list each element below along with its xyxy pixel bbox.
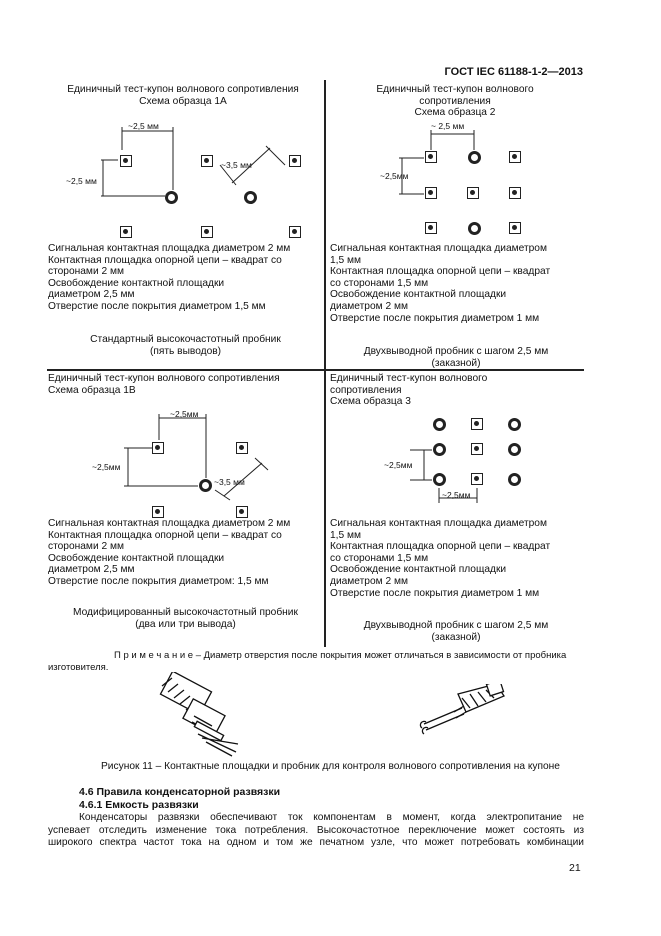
- cell-2-specs: Сигнальная контактная площадка диаметром 1,5 мм Контактная площадка опорной цепи – квадрат со сторонами 1,5 мм Освобождение контактной площадки диаметром 2 мм Отверстие после покрытия диаметром 1 мм: [330, 243, 551, 324]
- standard-header: ГОСТ IEC 61188-1-2—2013: [444, 66, 583, 78]
- reference-pad: [471, 418, 483, 430]
- dimension-label: ~ 2,5 мм: [431, 121, 465, 131]
- cell-1a-specs: Сигнальная контактная площадка диаметром 2 мм Контактная площадка опорной цепи – квадрат со сторонами 2 мм Освобождение контактной площадки диаметром 2,5 мм Отверстие после покрытия диаметром 1,5 мм: [48, 243, 291, 312]
- dimension-label: ~3,5 мм: [214, 477, 245, 487]
- signal-pad: [508, 443, 521, 456]
- reference-pad: [471, 443, 483, 455]
- figure-note: [48, 650, 588, 674]
- cell-1a-probe: Стандартный высокочастотный пробник (пять выводов): [90, 334, 281, 357]
- cell-3-specs: Сигнальная контактная площадка диаметром 1,5 мм Контактная площадка опорной цепи – квадрат со сторонами 1,5 мм Освобождение контактной площадки диаметром 2 мм Отверстие после покрытия диаметром 1 мм: [330, 518, 551, 599]
- dimension-label: ~2,5мм: [170, 409, 199, 419]
- dimension-label: ~2,5мм: [92, 462, 121, 472]
- signal-pad: [508, 473, 521, 486]
- reference-pad: [471, 473, 483, 485]
- signal-pad: [433, 443, 446, 456]
- probe-illustration-right: [418, 684, 513, 744]
- probe-illustration-left: [150, 672, 245, 757]
- dimension-label: ~2,5 мм: [66, 176, 97, 186]
- cell-1b-probe: Модифицированный высокочастотный пробник (два или три вывода): [73, 607, 298, 630]
- dimension-label: ~3,5 мм: [221, 160, 252, 170]
- cell-3-probe: Двухвыводной пробник с шагом 2,5 мм (заказной): [363, 620, 549, 643]
- figure-caption: Рисунок 11 – Контактные площадки и пробник для контроля волнового сопротивления на купоне: [101, 761, 560, 772]
- note-text-continued: изготовителя.: [48, 662, 109, 673]
- dimension-label: ~2,5мм: [442, 490, 471, 500]
- cell-2-probe: Двухвыводной пробник с шагом 2,5 мм (заказной): [363, 346, 549, 369]
- subsection-heading: 4.6.1 Емкость развязки: [79, 799, 199, 811]
- signal-pad: [433, 473, 446, 486]
- dimension-label: ~2,5 мм: [128, 121, 159, 131]
- dimension-label: ~2,5мм: [380, 171, 409, 181]
- cell-1b-title: Единичный тест-купон волнового сопротивления Схема образца 1В: [48, 373, 280, 396]
- cell-3-title: Единичный тест-купон волнового сопротивления Схема образца 3: [330, 373, 488, 408]
- section-heading: 4.6 Правила конденсаторной развязки: [79, 786, 281, 798]
- cell-1b-specs: Сигнальная контактная площадка диаметром 2 мм Контактная площадка опорной цепи – квадрат со сторонами 2 мм Освобождение контактной площадки диаметром 2,5 мм Отверстие после покрытия диаметром: 1,5 мм: [48, 518, 291, 587]
- note-text: – Диаметр отверстия после покрытия может отличаться в зависимости от пробника: [193, 650, 567, 661]
- page-number: 21: [569, 862, 581, 874]
- dimension-label: ~2,5мм: [384, 460, 413, 470]
- note-label: П р и м е ч а н и е: [114, 650, 194, 661]
- cell-1a-title: Единичный тест-купон волнового сопротивления Схема образца 1А: [67, 84, 299, 107]
- signal-pad: [508, 418, 521, 431]
- section-paragraph: Конденсаторы развязки обеспечивают ток компонентам в момент, когда электропитание не успевает отследить изменение тока потребления. Высокочастотное переключение может состоять из широкого спектра частот тока на одном и том же печатном узле, что может потребовать комбинации: [48, 812, 584, 848]
- signal-pad: [433, 418, 446, 431]
- cell-2-title: Единичный тест-купон волнового сопротивления Схема образца 2: [376, 84, 534, 119]
